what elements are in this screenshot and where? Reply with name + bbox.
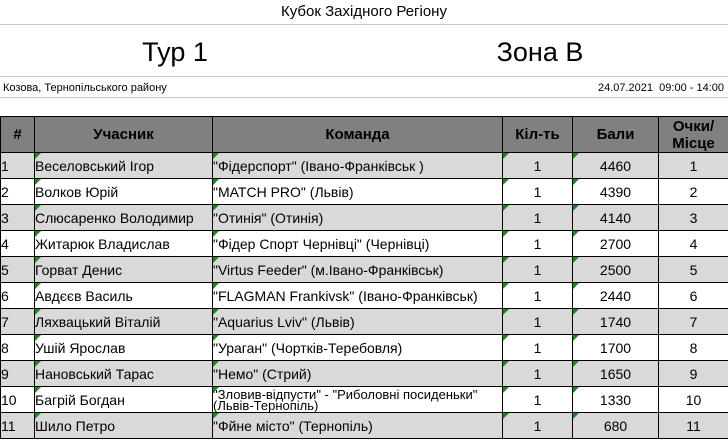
cell-marker-icon (503, 387, 509, 393)
team-cell: "Фідер Спорт Чернівці" (Чернівці) (213, 231, 503, 257)
qty-cell: 1 (503, 179, 573, 205)
points-cell: 2500 (573, 257, 659, 283)
cell-marker-icon (573, 283, 579, 289)
team-cell: "Фйне місто" (Тернопіль) (213, 413, 503, 439)
cell-marker-icon (213, 153, 219, 159)
table-row (1, 231, 728, 257)
row-number-cell: 2 (1, 179, 35, 205)
cell-marker-icon (213, 413, 219, 419)
cell-marker-icon (213, 179, 219, 185)
cell-marker-icon (573, 309, 579, 315)
cell-marker-icon (35, 413, 41, 419)
team-cell: "Немо" (Стрий) (213, 361, 503, 387)
team-cell: "FLAGMAN Frankivsk" (Івано-Франківськ) (213, 283, 503, 309)
points-cell: 4140 (573, 205, 659, 231)
cell-marker-icon (503, 205, 509, 211)
date-text: 24.07.2021 (597, 82, 654, 94)
points-cell: 1700 (573, 335, 659, 361)
participant-cell: Ляхвацький Віталій (35, 309, 213, 335)
cell-marker-icon (573, 205, 579, 211)
competition-title: Кубок Західного Регіону (281, 3, 447, 20)
cell-marker-icon (503, 413, 509, 419)
cell-marker-icon (573, 231, 579, 237)
qty-cell: 1 (503, 205, 573, 231)
cell-marker-icon (503, 153, 509, 159)
cell-marker-icon (573, 153, 579, 159)
cell-marker-icon (573, 179, 579, 185)
points-cell: 680 (573, 413, 659, 439)
team-cell: "Зловив-відпусти" - "Риболовні посиденьки" (Львів-Тернопіль) (213, 387, 503, 413)
qty-cell: 1 (503, 335, 573, 361)
qty-cell: 1 (503, 231, 573, 257)
points-cell: 2440 (573, 283, 659, 309)
table-row (1, 283, 728, 309)
place-cell: 3 (659, 205, 728, 231)
cell-marker-icon (35, 387, 41, 393)
participant-cell: Слюсаренко Володимир (35, 205, 213, 231)
cell-marker-icon (35, 283, 41, 289)
col-header-participant: Учасник (35, 117, 213, 153)
place-cell: 2 (659, 179, 728, 205)
place-cell: 4 (659, 231, 728, 257)
participant-cell: Нановський Тарас (35, 361, 213, 387)
team-cell: "MATCH PRO" (Львів) (213, 179, 503, 205)
row-number-cell: 6 (1, 283, 35, 309)
points-cell: 1650 (573, 361, 659, 387)
qty-cell: 1 (503, 361, 573, 387)
team-cell: "Virtus Feeder" (м.Івано-Франківськ) (213, 257, 503, 283)
place-cell: 10 (659, 387, 728, 413)
cell-marker-icon (213, 387, 219, 393)
row-number-cell: 7 (1, 309, 35, 335)
cell-marker-icon (573, 413, 579, 419)
table-row (1, 205, 728, 231)
zone-label: Зона В (496, 37, 584, 67)
row-number-cell: 8 (1, 335, 35, 361)
cell-marker-icon (573, 257, 579, 263)
points-cell: 1740 (573, 309, 659, 335)
cell-marker-icon (213, 335, 219, 341)
team-cell: "Aquarius Lviv" (Львів) (213, 309, 503, 335)
col-header-qty: Кіл-ть (503, 117, 573, 153)
participant-cell: Волков Юрій (35, 179, 213, 205)
location-text: Козова, Тернопільського району (3, 82, 167, 94)
cell-marker-icon (503, 231, 509, 237)
points-cell: 1330 (573, 387, 659, 413)
points-cell: 2700 (573, 231, 659, 257)
team-cell: "Ураган" (Чортків-Теребовля) (213, 335, 503, 361)
place-cell: 7 (659, 309, 728, 335)
table-row (1, 257, 728, 283)
time-text: 09:00 - 14:00 (659, 82, 724, 94)
participant-cell: Авдєєв Василь (35, 283, 213, 309)
table-top-divider (0, 97, 728, 98)
qty-cell: 1 (503, 257, 573, 283)
row-number-cell: 5 (1, 257, 35, 283)
points-cell: 4460 (573, 153, 659, 179)
info-divider (0, 76, 728, 77)
participant-cell: Житарюк Владислав (35, 231, 213, 257)
cell-marker-icon (503, 309, 509, 315)
table-row (1, 387, 728, 413)
cell-marker-icon (213, 205, 219, 211)
cell-marker-icon (35, 335, 41, 341)
col-header-number: # (1, 117, 35, 153)
participant-cell: Горват Денис (35, 257, 213, 283)
place-cell: 1 (659, 153, 728, 179)
table-row (1, 361, 728, 387)
table-row (1, 335, 728, 361)
tour-label: Тур 1 (142, 37, 208, 67)
points-cell: 4390 (573, 179, 659, 205)
team-cell: "Фідерспорт" (Івано-Франківськ ) (213, 153, 503, 179)
place-cell: 9 (659, 361, 728, 387)
place-cell: 5 (659, 257, 728, 283)
qty-cell: 1 (503, 413, 573, 439)
cell-marker-icon (213, 231, 219, 237)
table-row (1, 413, 728, 439)
row-number-cell: 11 (1, 413, 35, 439)
row-number-cell: 1 (1, 153, 35, 179)
row-number-cell: 4 (1, 231, 35, 257)
qty-cell: 1 (503, 153, 573, 179)
team-cell: "Отинія" (Отинія) (213, 205, 503, 231)
cell-marker-icon (213, 309, 219, 315)
cell-marker-icon (35, 309, 41, 315)
col-header-place: Очки/ Місце (659, 117, 728, 153)
place-cell: 6 (659, 283, 728, 309)
qty-cell: 1 (503, 283, 573, 309)
cell-marker-icon (213, 361, 219, 367)
cell-marker-icon (503, 283, 509, 289)
cell-marker-icon (503, 257, 509, 263)
table-row (1, 309, 728, 335)
cell-marker-icon (35, 257, 41, 263)
participant-cell: Багрій Богдан (35, 387, 213, 413)
participant-cell: Шило Петро (35, 413, 213, 439)
table-row (1, 179, 728, 205)
participant-cell: Веселовський Ігор (35, 153, 213, 179)
row-number-cell: 10 (1, 387, 35, 413)
cell-marker-icon (503, 335, 509, 341)
date-time (598, 81, 724, 95)
cell-marker-icon (35, 231, 41, 237)
row-number-cell: 3 (1, 205, 35, 231)
table-header-row (1, 117, 728, 153)
col-header-points: Бали (573, 117, 659, 153)
col-header-team: Команда (213, 117, 503, 153)
place-cell: 8 (659, 335, 728, 361)
cell-marker-icon (503, 179, 509, 185)
cell-marker-icon (35, 205, 41, 211)
qty-cell: 1 (503, 309, 573, 335)
qty-cell: 1 (503, 387, 573, 413)
cell-marker-icon (35, 153, 41, 159)
cell-marker-icon (503, 361, 509, 367)
participant-cell: Ушій Ярослав (35, 335, 213, 361)
cell-marker-icon (573, 387, 579, 393)
place-cell: 11 (659, 413, 728, 439)
table-row (1, 153, 728, 179)
cell-marker-icon (573, 335, 579, 341)
title-divider (0, 24, 728, 25)
cell-marker-icon (213, 257, 219, 263)
cell-marker-icon (35, 361, 41, 367)
results-table (0, 116, 728, 439)
cell-marker-icon (573, 361, 579, 367)
cell-marker-icon (35, 179, 41, 185)
row-number-cell: 9 (1, 361, 35, 387)
cell-marker-icon (213, 283, 219, 289)
